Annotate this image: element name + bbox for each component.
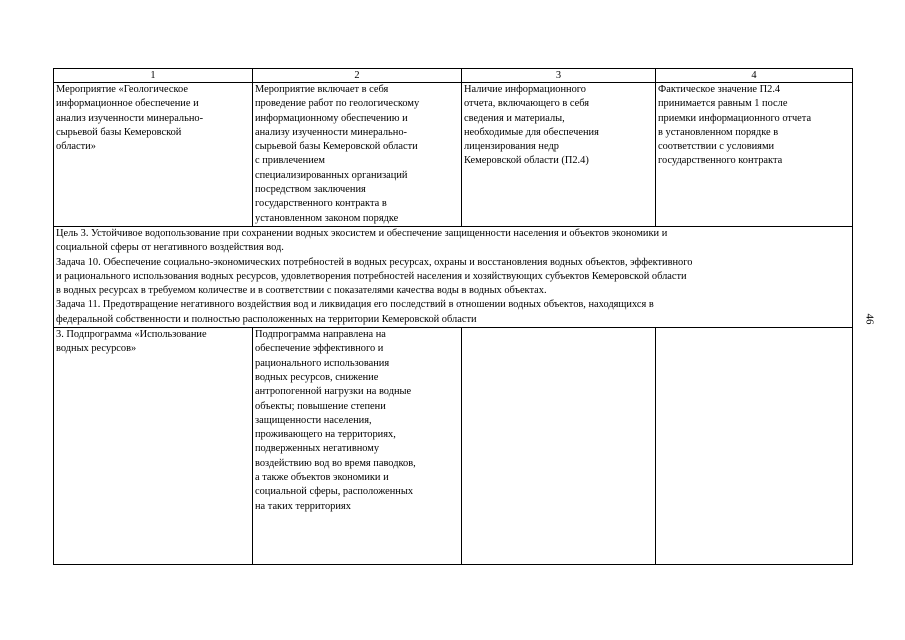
- measure-indicator-cell: Наличие информационного отчета, включающего в себя сведения и материалы, необходимые для обеспечения лицензирования недр Кемеровской области (П2.4): [462, 83, 656, 227]
- measure-row: [54, 83, 853, 227]
- column-number-row: [54, 69, 853, 83]
- column-number-2: 2: [253, 69, 462, 83]
- measure-name-cell: Мероприятие «Геологическое информационное обеспечение и анализ изученности минерально- сырьевой базы Кемеровской области»: [54, 83, 253, 227]
- measure-description-cell: Мероприятие включает в себя проведение работ по геологическому информационному обеспечению и анализу изученности минерально- сырьевой базы Кемеровской области с привлечением специализированных организаций посредством заключения государственного контракта в установленном законом порядке: [253, 83, 462, 227]
- subprogram-indicator-cell: [462, 328, 656, 565]
- subprogram-name-cell: 3. Подпрограмма «Использование водных ресурсов»: [54, 328, 253, 565]
- subprogram-calculation-cell: [656, 328, 853, 565]
- measure-calculation-cell: Фактическое значение П2.4 принимается равным 1 после приемки информационного отчета в установленном порядке в соответствии с условиями государственного контракта: [656, 83, 853, 227]
- column-number-1: 1: [54, 69, 253, 83]
- column-number-3: 3: [462, 69, 656, 83]
- program-table: [53, 68, 853, 565]
- page-number: 46: [863, 313, 876, 325]
- subprogram-description-cell: Подпрограмма направлена на обеспечение эффективного и рационального использования водных ресурсов, снижение антропогенной нагрузки на водные объекты; повышение степени защищенности населения, проживающего на территориях, подверженных негативному воздействию вод во время паводков, а также объектов экономики и социальной сферы, расположенных на таких территориях: [253, 328, 462, 565]
- goal-row: [54, 227, 853, 328]
- goal-and-tasks-cell: Цель 3. Устойчивое водопользование при сохранении водных экосистем и обеспечение защищенности населения и объектов экономики и социальной сферы от негативного воздействия вод. Задача 10. Обеспечение социально-экономических потребностей в водных ресурсах, охраны и восстановления водных объектов, эффективного и рационального использования водных ресурсов, удовлетворения потребностей населения и хозяйствующих субъектов Кемеровской области в водных ресурсах в требуемом количестве и в соответствии с показателями качества воды в водных объектах. Задача 11. Предотвращение негативного воздействия вод и ликвидация его последствий в отношении водных объектов, находящихся в федеральной собственности и полностью расположенных на территории Кемеровской области: [54, 227, 853, 328]
- column-number-4: 4: [656, 69, 853, 83]
- subprogram-row: [54, 328, 853, 565]
